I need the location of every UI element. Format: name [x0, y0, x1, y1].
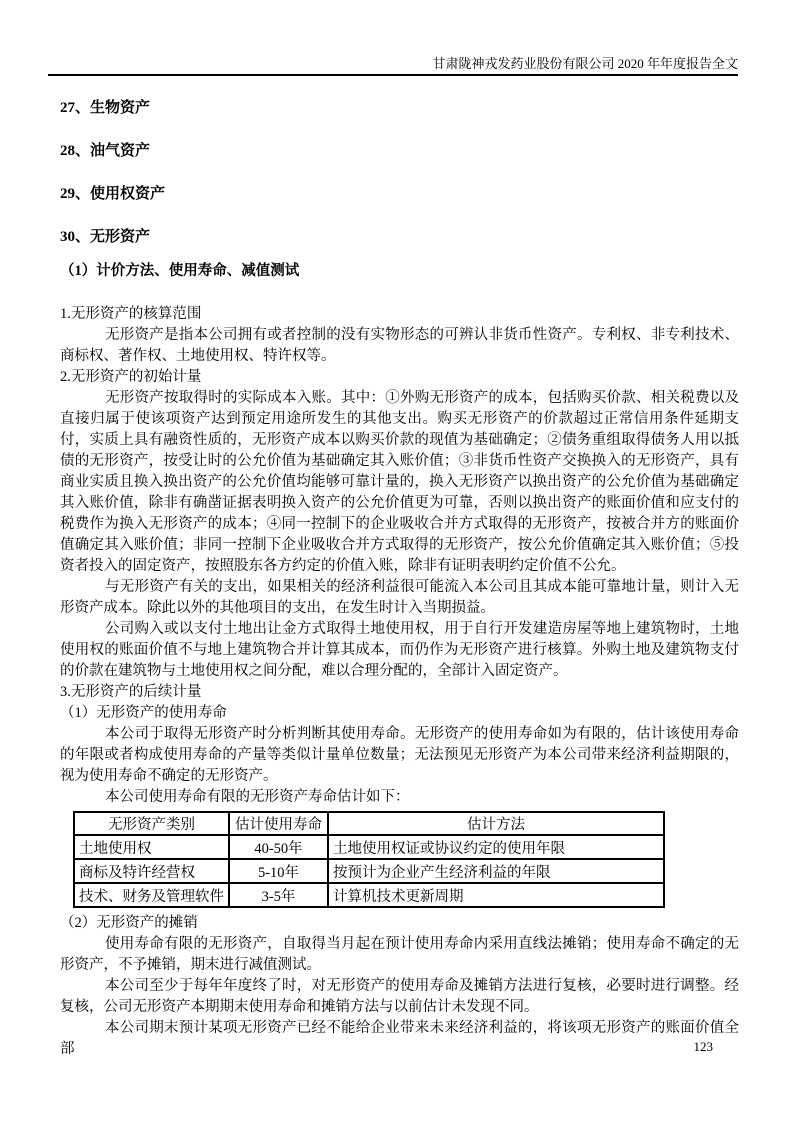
cell-asset-type: 土地使用权 [74, 835, 229, 859]
table-header-row [74, 812, 664, 835]
para-amortization-subtitle: （2）无形资产的摊销 [60, 915, 198, 931]
para-scope: 无形资产是指本公司拥有或者控制的没有实物形态的可辨认非货币性资产。专利权、非专利技术、商标权、著作权、土地使用权、特许权等。 [60, 327, 739, 364]
header-title: 甘肃陇神戎发药业股份有限公司 2020 年年度报告全文 [432, 56, 738, 71]
cell-asset-type: 技术、财务及管理软件 [74, 883, 229, 907]
page-number: 123 [693, 1039, 713, 1054]
col-header-asset-type: 无形资产类别 [74, 812, 229, 835]
para-initial-measurement: 无形资产按取得时的实际成本入账。其中：①外购无形资产的成本，包括购买价款、相关税费以及直接归属于使该项资产达到预定用途所发生的其他支出。购买无形资产的价款超过正常信用条件延期支付，实质上具有融资性质的，无形资产成本以购买价款的现值为基础确定；②债务重组取得债务人用以抵债的无形资产，按受让时的公允价值为基础确定其入账价值；③非货币性资产交换换入的无形资产，具有商业实质且换入换出资产的公允价值均能够可靠计量的，换入无形资产以换出资产的公允价值为基础确定其入账价值，除非有确凿证据表明换入资产的公允价值更为可靠，否则以换出资产的账面价值和应支付的税费作为换入无形资产的成本；④同一控制下的企业吸收合并方式取得的无形资产，按被合并方的账面价值确定其入账价值；非同一控制下企业吸收合并方式取得的无形资产，按公允价值确定其入账价值；⑤投资者投入的固定资产，按照股东各方约定的价值入账，除非有证明表明约定价值不公允。 [60, 390, 739, 574]
subheading-valuation-method: （1）计价方法、使用寿命、减值测试 [60, 263, 300, 279]
table-row [74, 883, 664, 907]
cell-estimation-method: 土地使用权证或协议约定的使用年限 [328, 835, 664, 859]
para-land-use-right: 公司购入或以支付土地出让金方式取得土地使用权，用于自行开发建造房屋等地上建筑物时，土地使用权的账面价值不与地上建筑物合并计算其成本，而仍作为无形资产进行核算。外购土地及建筑物支付的价款在建筑物与土地使用权之间分配，难以合理分配的，全部计入固定资产。 [60, 621, 739, 679]
table-row [74, 835, 664, 859]
para-initial-measurement-title: 2.无形资产的初始计量 [60, 369, 202, 385]
header-divider [48, 74, 738, 76]
para-related-expenditure: 与无形资产有关的支出，如果相关的经济利益很可能流入本公司且其成本能可靠地计量，则计入无形资产成本。除此以外的其他项目的支出，在发生时计入当期损益。 [60, 579, 739, 616]
heading-28-oil-gas-assets: 28、油气资产 [60, 143, 151, 159]
col-header-estimation-method: 估计方法 [328, 812, 664, 835]
para-scope-title: 1.无形资产的核算范围 [60, 306, 202, 322]
cell-estimation-method: 计算机技术更新周期 [328, 883, 664, 907]
heading-30-intangible-assets: 30、无形资产 [60, 229, 151, 245]
para-impairment-continuation: 本公司期末预计某项无形资产已经不能给企业带来未来经济利益的，将该项无形资产的账面价值全部 [60, 1020, 739, 1057]
cell-estimated-life: 5-10年 [229, 859, 328, 883]
document-content [60, 100, 739, 1060]
table-row [74, 859, 664, 883]
para-subsequent-measurement-title: 3.无形资产的后续计量 [60, 684, 202, 700]
para-annual-review: 本公司至少于每年年度终了时，对无形资产的使用寿命及摊销方法进行复核，必要时进行调整。经复核，公司无形资产本期期末使用寿命和摊销方法与以前估计未发现不同。 [60, 978, 739, 1015]
col-header-estimated-life: 估计使用寿命 [229, 812, 328, 835]
cell-estimated-life: 3-5年 [229, 883, 328, 907]
useful-life-table [73, 811, 665, 908]
heading-29-right-of-use-assets: 29、使用权资产 [60, 186, 166, 202]
para-useful-life-subtitle: （1）无形资产的使用寿命 [60, 705, 227, 721]
heading-27-biological-assets: 27、生物资产 [60, 100, 151, 116]
para-useful-life: 本公司于取得无形资产时分析判断其使用寿命。无形资产的使用寿命如为有限的，估计该使用寿命的年限或者构成使用寿命的产量等类似计量单位数量；无法预见无形资产为本公司带来经济利益期限的，视为使用寿命不确定的无形资产。 [60, 726, 739, 784]
cell-asset-type: 商标及特许经营权 [74, 859, 229, 883]
para-table-intro: 本公司使用寿命有限的无形资产寿命估计如下： [105, 789, 410, 805]
cell-estimated-life: 40-50年 [229, 835, 328, 859]
para-amortization: 使用寿命有限的无形资产，自取得当月起在预计使用寿命内采用直线法摊销；使用寿命不确定的无形资产，不予摊销，期末进行减值测试。 [60, 936, 739, 973]
cell-estimation-method: 按预计为企业产生经济利益的年限 [328, 859, 664, 883]
